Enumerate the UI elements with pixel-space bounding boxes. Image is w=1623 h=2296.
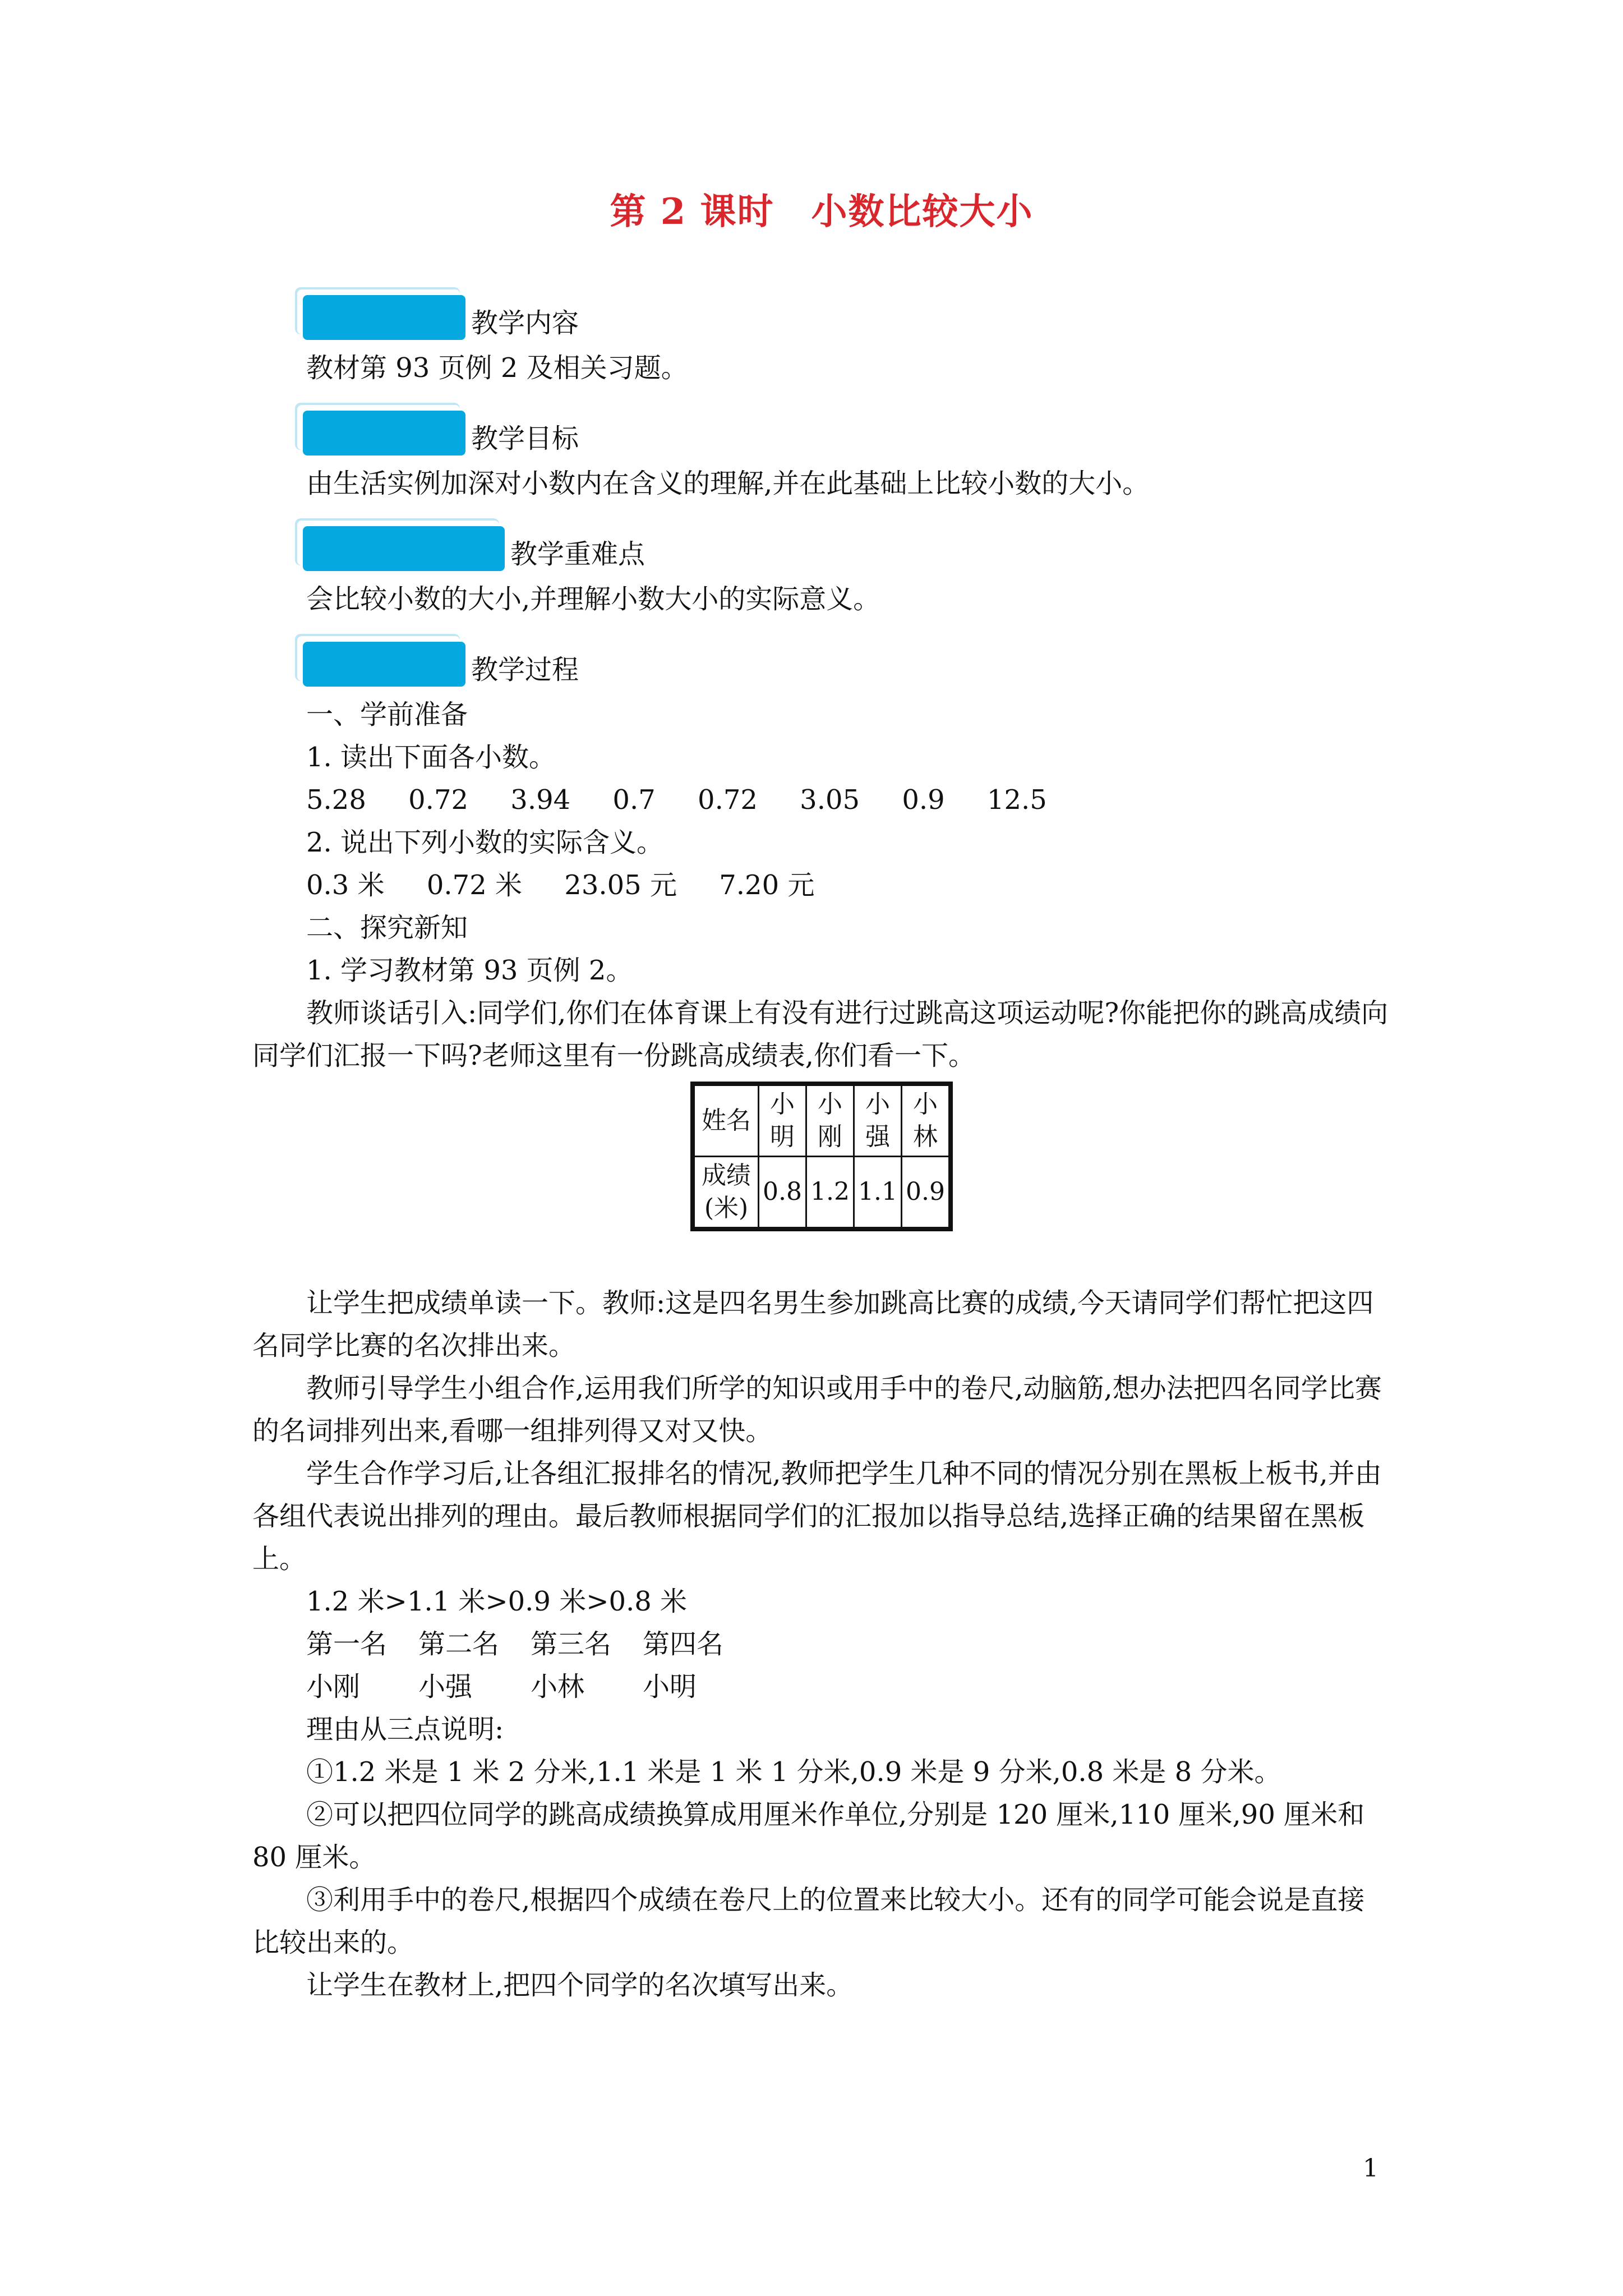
- section-header-content: [303, 284, 1391, 340]
- section-label-content: 教学内容: [471, 307, 579, 339]
- decimal-value: 3.05: [800, 784, 860, 816]
- decimal-value: 5.28: [306, 784, 366, 816]
- section-label-goal: 教学目标: [471, 423, 579, 454]
- section-label-process: 教学过程: [471, 654, 579, 685]
- decimal-value: 3.94: [510, 784, 571, 816]
- reason-item: ②可以把四位同学的跳高成绩换算成用厘米作单位,分别是 120 厘米,110 厘米,90 厘米和 80 厘米。: [252, 1799, 1365, 1873]
- rank-label: 第一名: [306, 1628, 388, 1660]
- reason-item: ①1.2 米是 1 米 2 分米,1.1 米是 1 米 1 分米,0.9 米是 9 分米,0.8 米是 8 分米。: [306, 1756, 1281, 1788]
- meaning-value: 0.3 米: [306, 869, 385, 901]
- body-paragraph: 教师引导学生小组合作,运用我们所学的知识或用手中的卷尺,动脑筋,想办法把四名同学比赛的名词排列出来,看哪一组排列得又对又快。: [252, 1373, 1382, 1447]
- rank-label: 第二名: [418, 1628, 500, 1660]
- intro-paragraph: 教师谈话引入:同学们,你们在体育课上有没有进行过跳高这项运动呢?你能把你的跳高成绩向同学们汇报一下吗?老师这里有一份跳高成绩表,你们看一下。: [252, 997, 1389, 1071]
- high-jump-score-table: [690, 1082, 953, 1231]
- rank-label: 第三名: [531, 1628, 612, 1660]
- decimal-value: 0.9: [902, 784, 945, 816]
- lesson-title: 第 2 课时 小数比较大小: [610, 191, 1034, 233]
- table-cell-name: 小刚: [806, 1084, 854, 1157]
- section-label-key: 教学重难点: [510, 539, 645, 570]
- table-cell-score: 0.8: [759, 1157, 806, 1230]
- decimal-value: 0.72: [698, 784, 758, 816]
- ranked-name: 小明: [643, 1671, 697, 1703]
- section-badge: [303, 526, 505, 571]
- table-header-cell: 成绩(米): [693, 1157, 759, 1230]
- table-row: [693, 1157, 951, 1230]
- meaning-value: 23.05 元: [564, 869, 677, 901]
- table-cell-score: 1.1: [854, 1157, 902, 1230]
- table-cell-name: 小林: [901, 1084, 950, 1157]
- table-row: [693, 1084, 951, 1157]
- decimal-value: 0.72: [408, 784, 469, 816]
- comparison-line: 1.2 米>1.1 米>0.9 米>0.8 米: [306, 1586, 688, 1617]
- closing-paragraph: 让学生在教材上,把四个同学的名次填写出来。: [306, 1970, 854, 2001]
- document-page: [252, 185, 1391, 2007]
- table-cell-score: 1.2: [806, 1157, 854, 1230]
- meaning-list: [306, 864, 1391, 907]
- ranked-name: 小强: [418, 1671, 473, 1703]
- section-badge: [303, 411, 465, 455]
- table-cell-score: 0.9: [901, 1157, 950, 1230]
- key-text: 会比较小数的大小,并理解小数大小的实际意义。: [306, 583, 880, 615]
- body-paragraph: 学生合作学习后,让各组汇报排名的情况,教师把学生几种不同的情况分别在黑板上板书,并由各组代表说出排列的理由。最后教师根据同学们的汇报加以指导总结,选择正确的结果留在黑板上。: [252, 1458, 1382, 1575]
- reason-intro: 理由从三点说明:: [306, 1714, 504, 1745]
- goal-text: 由生活实例加深对小数内在含义的理解,并在此基础上比较小数的大小。: [306, 468, 1150, 499]
- content-text: 教材第 93 页例 2 及相关习题。: [306, 352, 688, 384]
- page-number: 1: [1363, 2154, 1378, 2183]
- prep-heading: 一、学前准备: [306, 699, 468, 730]
- rank-label: 第四名: [643, 1628, 724, 1660]
- ranked-name: 小刚: [306, 1671, 361, 1703]
- body-paragraph: 让学生把成绩单读一下。教师:这是四名男生参加跳高比赛的成绩,今天请同学们帮忙把这四名同学比赛的名次排出来。: [252, 1287, 1374, 1361]
- section-header-goal: [303, 399, 1391, 455]
- section-header-process: [303, 631, 1391, 687]
- prep-question-2: 2. 说出下列小数的实际含义。: [306, 827, 664, 858]
- decimal-value: 0.7: [612, 784, 656, 816]
- section-header-key: [303, 515, 1391, 571]
- explore-heading: 二、探究新知: [306, 912, 468, 944]
- prep-question-1: 1. 读出下面各小数。: [306, 742, 556, 773]
- reason-item: ③利用手中的卷尺,根据四个成绩在卷尺上的位置来比较大小。还有的同学可能会说是直接比较出来的。: [252, 1884, 1365, 1958]
- meaning-value: 0.72 米: [426, 869, 523, 901]
- decimal-value: 12.5: [986, 784, 1047, 816]
- table-cell-name: 小强: [854, 1084, 902, 1157]
- table-header-cell: 姓名: [693, 1084, 759, 1157]
- ranked-names: [306, 1665, 1391, 1708]
- section-badge: [303, 642, 465, 687]
- meaning-value: 7.20 元: [719, 869, 815, 901]
- table-cell-name: 小明: [759, 1084, 806, 1157]
- explore-item-1: 1. 学习教材第 93 页例 2。: [306, 955, 633, 986]
- section-badge: [303, 295, 465, 340]
- decimal-list: [306, 779, 1391, 821]
- rank-labels: [306, 1623, 1391, 1665]
- ranked-name: 小林: [531, 1671, 585, 1703]
